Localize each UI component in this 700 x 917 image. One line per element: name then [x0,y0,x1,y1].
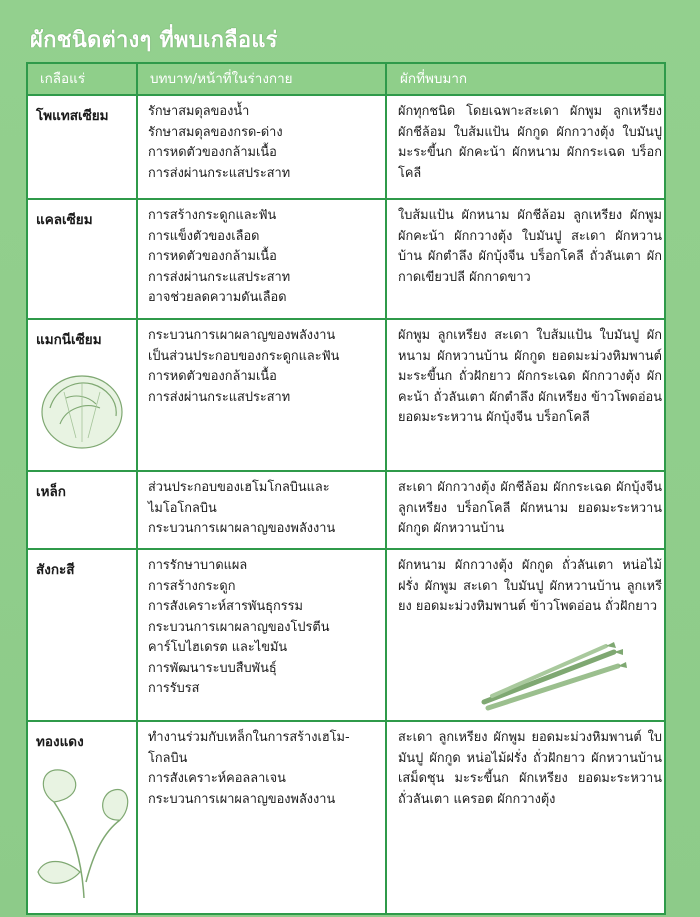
role-item: การสังเคราะห์สารพันธุกรรม [148,599,303,614]
role-list [148,728,374,810]
role-item: การส่งผ่านกระแสประสาท [148,389,291,405]
role-list [148,102,374,184]
role-item: การหดตัวของกล้ามเนื้อ [148,369,277,384]
table-row [28,200,664,318]
table-header [28,64,664,96]
role-item: กระบวนการเผาผลาญของพลังงาน [148,791,336,807]
vegetable-list: ผักหนาม ผักกวางตุ้ง ผักกูด ถั่วลันเตา หน่อไม้ฝรั่ง ผักพูม สะเดา ใบมันปู ผักหวานบ้าน ลูกเหรียง ยอดมะม่วงหิมพานต์ ข้าวโพดอ่อน ถั่วฝักยาว [398,558,662,614]
mineral-name: สังกะสี [36,562,75,578]
vegetable-list: ใบส้มแป้น ผักหนาม ผักชีล้อม ลูกเหรียง ผักพูม ผักคะน้า ผักกวางตุ้ง ใบมันปู สะเดา ผักหวานบ้าน ผักตำลึง ผักบุ้งจีน บร็อกโคลี ถั่วลันเตา ผักกาดเขียวปลี ผักกาดขาว [398,208,662,285]
role-list [148,206,374,309]
role-item: กระบวนการเผาผลาญของพลังงาน [148,328,336,343]
mineral-name: แมกนีเซียม [36,332,102,348]
role-item: การสังเคราะห์คอลลาเจน [148,771,286,786]
mineral-name: ทองแดง [36,734,84,750]
mineral-name: แคลเซียม [36,212,93,228]
role-item: การหดตัวของกล้ามเนื้อ [148,249,277,264]
role-item: การสร้างกระดูก [148,578,236,594]
role-item: ส่วนประกอบของเฮโมโกลบินและ [148,480,330,495]
role-item: การส่งผ่านกระแสประสาท [148,269,291,285]
role-list [148,556,374,700]
mineral-name: เหล็ก [36,484,66,500]
role-item: อาจช่วยลดความดันเลือด [148,290,287,305]
table-row [28,550,664,720]
table-row [28,320,664,470]
cabbage-illustration [36,368,128,452]
asparagus-illustration [478,640,628,714]
vegetable-list: ผักทุกชนิด โดยเฉพาะสะเดา ผักพูม ลูกเหรียง ผักชีล้อม ใบส้มแป้น ผักกูด ผักกวางตุ้ง ใบมันปู มะระขี้นก ผักคะน้า ผักหนาม ผักกระเฉด บร็อกโคลี [398,104,662,181]
table-row [28,722,664,912]
role-item: การรับรส [148,681,200,696]
role-item: กระบวนการเผาผลาญของพลังงาน [148,521,336,536]
role-item: คาร์โบไฮเดรต และไขมัน [148,640,288,655]
leafy-vegetable-illustration [34,762,134,902]
role-item: การสร้างกระดูกและฟัน [148,208,277,223]
role-item: รักษาสมดุลของกรด-ด่าง [148,124,283,140]
header-mineral: เกลือแร่ [40,71,86,87]
role-item: การพัฒนาระบบสืบพันธุ์ [148,660,277,676]
table-row [28,96,664,200]
vegetable-list: ผักพูม ลูกเหรียง สะเดา ใบส้มแป้น ใบมันปู ผักหนาม ผักหวานบ้าน ผักกูด ยอดมะม่วงหิมพานต์ มะระขี้นก ถั่วฝักยาว ผักกระเฉด ผักกวางตุ้ง ผักคะน้า ถั่วลันเตา ผักตำลึง ผักเหรียง ข้าวโพดอ่อน ยอดมะระหวาน ผักบุ้งจีน บร็อกโคลี [398,328,662,425]
role-list [148,326,374,408]
header-role: บทบาท/หน้าที่ในร่างกาย [150,71,293,87]
header-vegetables: ผักที่พบมาก [400,71,468,87]
role-item: การรักษาบาดแผล [148,558,248,573]
vegetable-list: สะเดา ผักกวางตุ้ง ผักชีล้อม ผักกระเฉด ผักบุ้งจีน ลูกเหรียง บร็อกโคลี ผักหนาม ยอดมะระหวาน ผักกูด ผักหวานบ้าน [398,480,662,536]
role-item: เป็นส่วนประกอบของกระดูกและฟัน [148,348,340,364]
page-title: ผักชนิดต่างๆ ที่พบเกลือแร่ [30,28,278,53]
role-item: ทำงานร่วมกับเหล็กในการสร้างเฮโม- [148,730,350,745]
role-item: การส่งผ่านกระแสประสาท [148,165,291,181]
role-item: การแข็งตัวของเลือด [148,228,260,244]
table-row [28,472,664,548]
minerals-table [26,62,666,915]
mineral-name: โพแทสเซียม [36,108,109,124]
role-list [148,478,374,540]
role-item: โกลบิน [148,750,188,766]
role-item: รักษาสมดุลของน้ำ [148,104,250,119]
role-item: กระบวนการเผาผลาญของโปรตีน [148,619,330,635]
vegetable-list: สะเดา ลูกเหรียง ผักพูม ยอดมะม่วงหิมพานต์ ใบมันปู ผักกูด หน่อไม้ฝรั่ง ถั่วฝักยาว ผักหวานบ้าน เสม็ดชุน มะระขี้นก ผักเหรียง ยอดมะระหวาน ถั่วลันเตา แครอต ผักกวางตุ้ง [398,730,662,807]
role-item: ไมโอโกลบิน [148,500,217,516]
role-item: การหดตัวของกล้ามเนื้อ [148,145,277,160]
